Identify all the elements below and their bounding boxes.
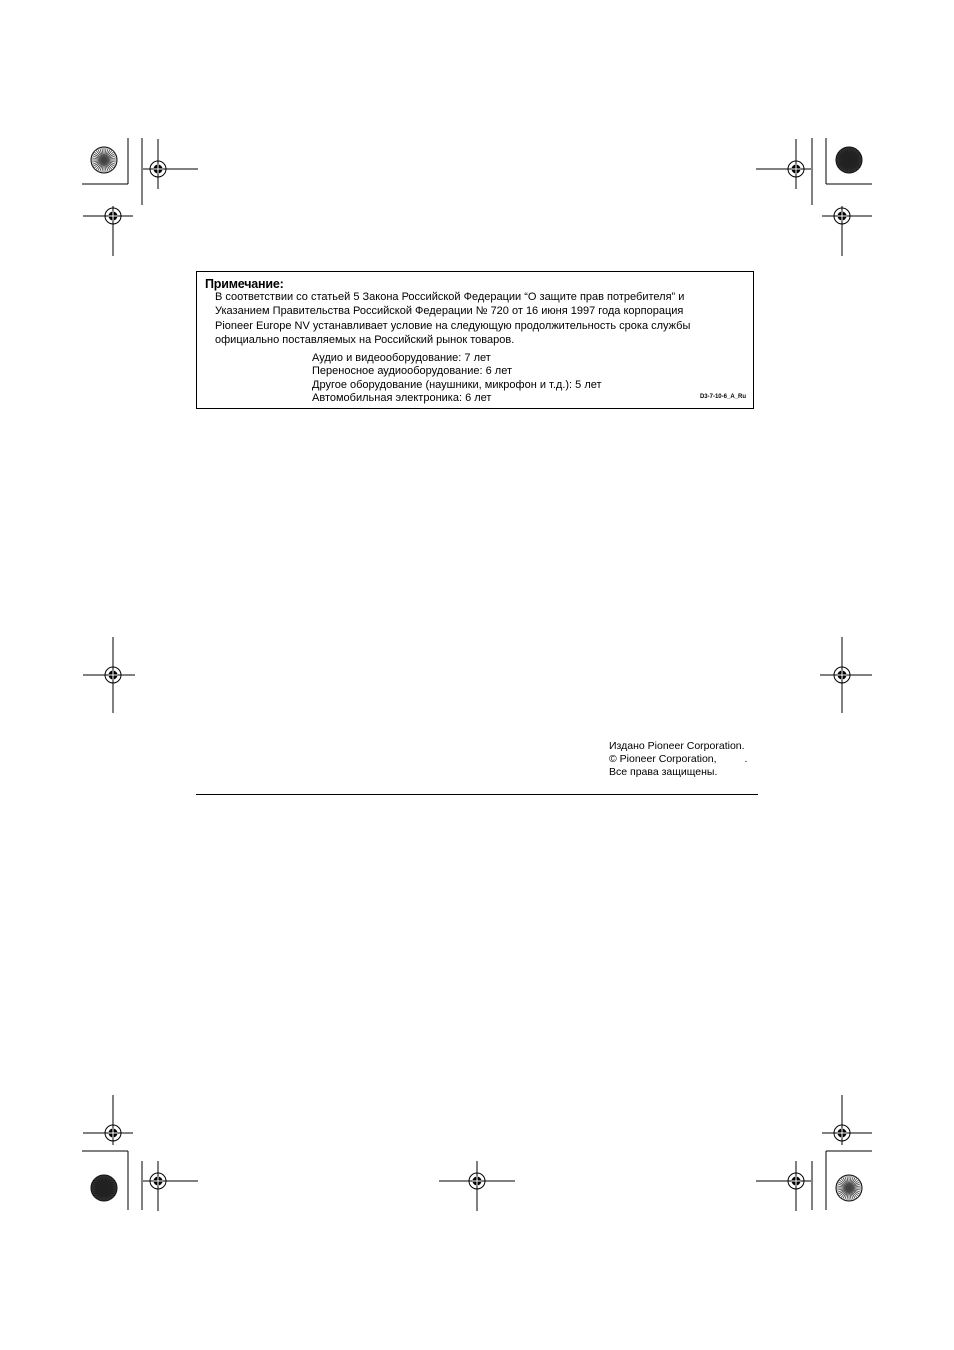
radial-starburst-icon bbox=[836, 147, 862, 173]
service-life-item: Переносное аудиооборудование: 6 лет bbox=[312, 365, 512, 378]
service-life-note bbox=[196, 271, 754, 409]
note-paragraph-line: официально поставляемых на Российский рынок товаров. bbox=[215, 333, 515, 346]
copyright-line bbox=[609, 753, 747, 766]
radial-starburst-icon bbox=[91, 1175, 117, 1201]
rights-reserved: Все права защищены. bbox=[609, 766, 718, 778]
registration-crosshair-icon bbox=[83, 206, 133, 256]
registration-crosshair-icon bbox=[756, 1161, 811, 1211]
copyright-text: © Pioneer Corporation, bbox=[609, 753, 717, 765]
note-title: Примечание: bbox=[205, 277, 284, 291]
registration-crosshair-icon bbox=[143, 1161, 198, 1211]
registration-crosshair-icon bbox=[820, 637, 872, 713]
published-by: Издано Pioneer Corporation. bbox=[609, 740, 745, 752]
service-life-item: Автомобильная электроника: 6 лет bbox=[312, 392, 492, 405]
copyright-end: . bbox=[744, 753, 748, 765]
registration-crosshair-icon bbox=[439, 1161, 515, 1211]
registration-crosshair-icon bbox=[756, 139, 811, 189]
note-paragraph-line: В соответствии со статьей 5 Закона Российской Федерации “О защите прав потребителя” и bbox=[215, 291, 685, 303]
note-paragraph bbox=[215, 290, 745, 347]
registration-crosshair-icon bbox=[83, 1095, 133, 1145]
radial-starburst-icon bbox=[91, 147, 117, 173]
service-life-item: Другое оборудование (наушники, микрофон и т.д.): 5 лет bbox=[312, 378, 602, 391]
document-code: D3-7-10-6_A_Ru bbox=[699, 394, 746, 400]
footer-divider bbox=[196, 794, 758, 795]
service-life-item: Аудио и видеооборудование: 7 лет bbox=[312, 352, 491, 364]
registration-crosshair-icon bbox=[83, 637, 135, 713]
publisher-info bbox=[609, 740, 747, 779]
radial-starburst-icon bbox=[836, 1175, 862, 1201]
registration-crosshair-icon bbox=[822, 1095, 872, 1145]
service-life-list bbox=[312, 352, 602, 406]
crop-mark bbox=[82, 138, 142, 205]
note-paragraph-line: Pioneer Europe NV устанавливает условие на следующую продолжительность срока службы bbox=[215, 319, 691, 332]
note-paragraph-line: Указанием Правительства Российской Федерации № 720 от 16 июня 1997 года корпорация bbox=[215, 305, 684, 318]
registration-crosshair-icon bbox=[822, 206, 872, 256]
registration-crosshair-icon bbox=[143, 139, 198, 189]
